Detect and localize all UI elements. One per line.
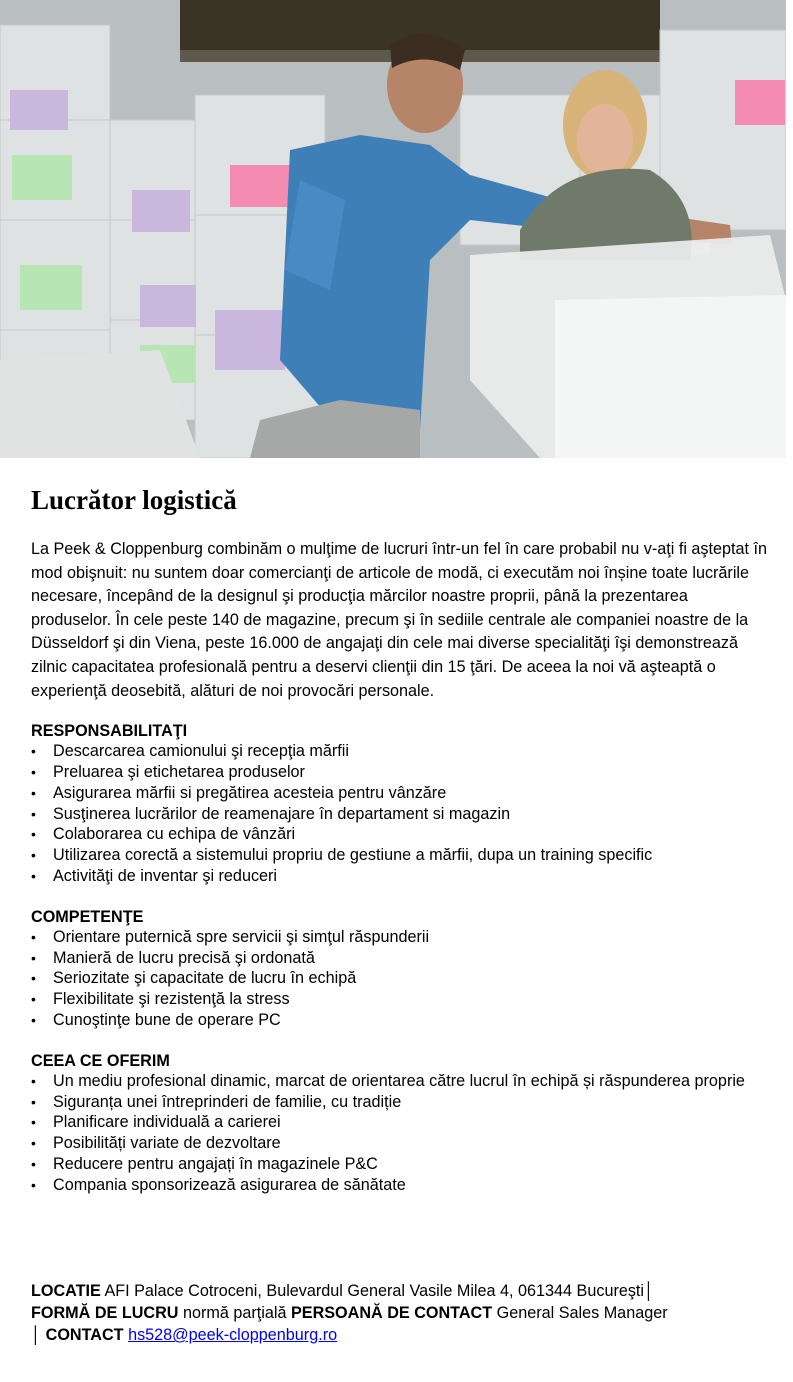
- responsibilities-list: [31, 741, 771, 887]
- competences-list: [31, 927, 771, 1031]
- separator: │: [31, 1326, 42, 1344]
- list-item: • Activităţi de inventar şi reduceri: [31, 866, 771, 887]
- list-item: • Preluarea şi etichetarea produselor: [31, 762, 771, 783]
- list-item: • Reducere pentru angajați în magazinele P&C: [31, 1154, 771, 1175]
- contact-person-value: General Sales Manager: [496, 1304, 668, 1322]
- location-label: LOCATIE: [31, 1282, 101, 1300]
- section-competences: [31, 907, 771, 1031]
- company-intro: La Peek & Cloppenburg combinăm o mulţime de lucruri într-un fel în care probabil nu v-aţi fi aşteptat în mod obişnuit: nu suntem doar comercianţi de articole de modă, ci executăm noi înșine toate lucrările necesare, începând de la designul şi producţia mărcilor noastre proprii, până la prezentarea produselor. În cele peste 140 de magazine, precum şi în sediile centrale ale companiei noastre de la Düsseldorf şi din Viena, peste 16.000 de angajaţi din cele mai diverse specialităţi îşi demonstrează zilnic capacitatea profesională pentru a deservi clienţii din 15 ţări. De aceea la noi vă aşteaptă o experienţă deosebită, alături de noi provocări personale.: [31, 540, 768, 700]
- job-title: Lucrător logistică: [31, 485, 237, 515]
- list-item: • Planificare individuală a carierei: [31, 1112, 771, 1133]
- list-item: • Orientare puternică spre servicii şi simţul răspunderii: [31, 927, 771, 948]
- list-item: • Seriozitate şi capacitate de lucru în echipă: [31, 968, 771, 989]
- section-benefits: [31, 1051, 771, 1196]
- list-item: • Susţinerea lucrărilor de reamenajare în departament si magazin: [31, 804, 771, 825]
- list-item: • Siguranța unei întreprinderi de familie, cu tradiție: [31, 1092, 771, 1113]
- contact-person-label: PERSOANĂ DE CONTACT: [290, 1304, 493, 1322]
- contact-label: CONTACT: [45, 1326, 124, 1344]
- list-item: • Un mediu profesional dinamic, marcat de orientarea către lucrul în echipă și răspunderea proprie: [31, 1071, 771, 1092]
- section-title: COMPETENŢE: [31, 907, 144, 926]
- list-item: • Posibilități variate de dezvoltare: [31, 1133, 771, 1154]
- location-value: AFI Palace Cotroceni, Bulevardul General Vasile Milea 4, 061344 Bucureşti: [104, 1282, 645, 1300]
- work-form-label: FORMĂ DE LUCRU: [31, 1304, 179, 1322]
- hero-photo-illustration: [0, 0, 786, 458]
- work-form-value: normă parţială: [182, 1304, 287, 1322]
- section-responsibilities: [31, 721, 771, 887]
- list-item: • Manieră de lucru precisă şi ordonată: [31, 948, 771, 969]
- list-item: • Compania sponsorizează asigurarea de sănătate: [31, 1175, 771, 1196]
- job-posting: [31, 482, 771, 1216]
- list-item: • Utilizarea corectă a sistemului propriu de gestiune a mărfii, dupa un training specific: [31, 845, 771, 866]
- section-title: RESPONSABILITAŢI: [31, 722, 188, 741]
- list-item: • Colaborarea cu echipa de vânzări: [31, 824, 771, 845]
- list-item: • Descarcarea camionului şi recepţia mărfii: [31, 741, 771, 762]
- hero-photo: [0, 0, 786, 458]
- contact-email-link[interactable]: hs528@peek-cloppenburg.ro: [128, 1326, 338, 1344]
- benefits-list: [31, 1071, 771, 1196]
- list-item: • Flexibilitate şi rezistenţă la stress: [31, 989, 771, 1010]
- separator: │: [644, 1282, 655, 1300]
- job-details-footer: [31, 1280, 771, 1346]
- section-title: CEEA CE OFERIM: [31, 1051, 170, 1070]
- list-item: • Cunoştinţe bune de operare PC: [31, 1010, 771, 1031]
- list-item: • Asigurarea mărfii si pregătirea acesteia pentru vânzăre: [31, 783, 771, 804]
